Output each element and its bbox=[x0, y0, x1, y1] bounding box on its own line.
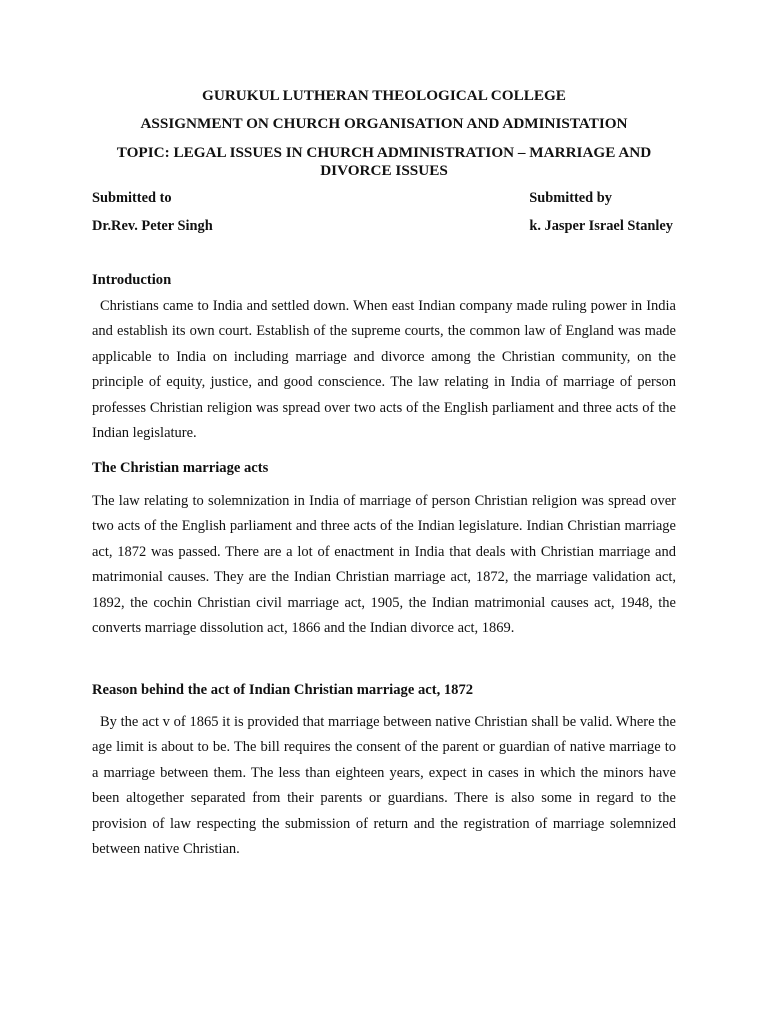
submitted-by-name: k. Jasper Israel Stanley bbox=[529, 218, 673, 234]
submitted-to-name: Dr.Rev. Peter Singh bbox=[92, 218, 213, 234]
marriage-acts-paragraph: The law relating to solemnization in India of marriage of person Christian religion was spread over two acts of the English parliament and three acts of the Indian legislature. Indian Christian marriage act, 1872 was passed. There are a lot of enactment in India that deals with Christian marriage and matrimonial causes. They are the Indian Christian marriage act, 1872, the marriage validation act, 1892, the cochin Christian civil marriage act, 1905, the Indian matrimonial causes act, 1948, the converts marriage dissolution act, 1866 and the Indian divorce act, 1869. bbox=[92, 493, 676, 637]
introduction-heading: Introduction bbox=[92, 272, 172, 288]
college-title: GURUKUL LUTHERAN THEOLOGICAL COLLEGE bbox=[202, 87, 566, 104]
submitted-to-label: Submitted to bbox=[92, 190, 172, 206]
introduction-paragraph: Christians came to India and settled down. When east Indian company made ruling power in India and establish its own court. Establish of the supreme courts, the common law of England was made applicable to India on including marriage and divorce among the Christian community, on the principle of equity, justice, and good conscience. The law relating in India of marriage of person professes Christian religion was spread over two acts of the English parliament and three acts of the Indian legislature. bbox=[92, 298, 676, 442]
submitted-by-label: Submitted by bbox=[529, 190, 612, 206]
marriage-acts-heading: The Christian marriage acts bbox=[92, 460, 269, 476]
reason-paragraph: By the act v of 1865 it is provided that marriage between native Christian shall be valid. Where the age limit is about to be. The bill requires the consent of the parent or guardian of native marriage to a marriage between them. The less than eighteen years, expect in cases in which the minors have been altogether separated from their parents or guardians. There is also some in regard to the provision of law respecting the submission of return and the registration of marriage solemnized between native Christian. bbox=[92, 714, 676, 858]
assignment-title: ASSIGNMENT ON CHURCH ORGANISATION AND ADMINISTATION bbox=[140, 115, 628, 132]
topic-title: TOPIC: LEGAL ISSUES IN CHURCH ADMINISTRATION – MARRIAGE AND DIVORCE ISSUES bbox=[116, 144, 652, 179]
reason-heading: Reason behind the act of Indian Christian marriage act, 1872 bbox=[92, 682, 474, 698]
